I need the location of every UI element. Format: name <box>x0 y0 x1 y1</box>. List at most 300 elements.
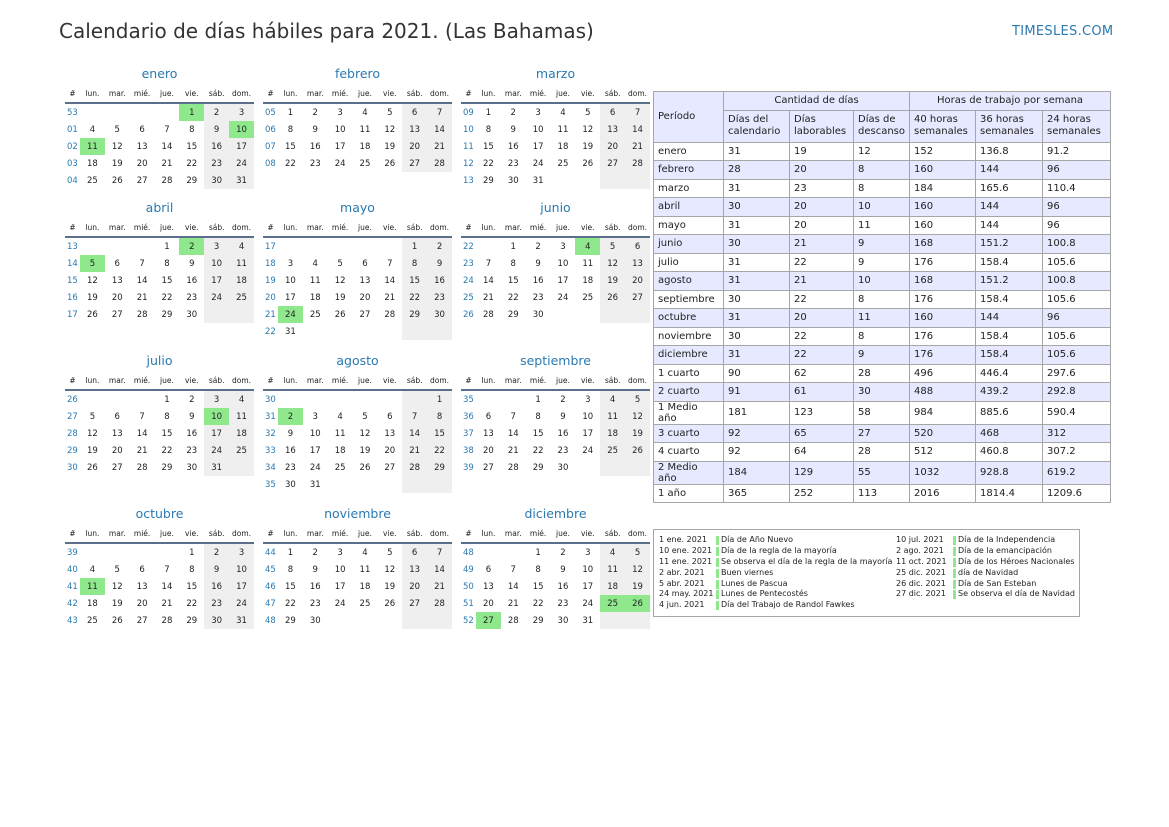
value-cell: 10 <box>854 272 910 291</box>
value-cell: 152 <box>910 142 976 161</box>
weekend-day-cell: 3 <box>229 543 254 561</box>
value-cell: 2016 <box>910 484 976 503</box>
week-row <box>461 237 650 255</box>
day-cell <box>328 323 353 340</box>
day-cell: 21 <box>136 445 148 456</box>
value-cell: 28 <box>854 364 910 383</box>
value-cell: 31 <box>724 253 790 272</box>
value-cell: 160 <box>910 309 976 328</box>
day-cell <box>501 390 526 408</box>
day-cell: 11 <box>309 275 321 286</box>
value-cell: 28 <box>724 161 790 180</box>
day-cell: 21 <box>483 292 494 303</box>
week-row <box>461 121 650 138</box>
value-cell: 158.4 <box>976 346 1043 365</box>
week-number: 13 <box>67 241 78 252</box>
holiday-date: 4 jun. 2021 <box>659 600 705 610</box>
value-cell: 176 <box>910 290 976 309</box>
day-cell: 30 <box>507 175 519 186</box>
day-cell: 15 <box>507 275 519 286</box>
weekday-header: jue. <box>353 524 378 543</box>
day-cell: 24 <box>334 598 346 609</box>
weekday-header: jue. <box>155 84 180 103</box>
day-cell: 14 <box>507 428 519 439</box>
summary-row <box>654 443 1111 462</box>
weekend-day-cell: 3 <box>229 103 254 121</box>
holiday-color-marker <box>716 569 719 578</box>
weekday-header: mar. <box>501 524 526 543</box>
weekend-day-cell: 24 <box>204 289 229 306</box>
day-cell <box>130 390 155 408</box>
week-row <box>65 121 254 138</box>
weekday-header: vie. <box>377 371 402 390</box>
week-number: 22 <box>463 241 474 252</box>
week-number: 02 <box>67 141 78 152</box>
week-row <box>263 103 452 121</box>
day-cell: 11 <box>557 124 569 135</box>
day-cell: 29 <box>507 309 519 320</box>
weekend-day-cell: 14 <box>625 121 650 138</box>
day-cell: 12 <box>359 428 371 439</box>
weekday-header: jue. <box>155 371 180 390</box>
value-cell: 61 <box>790 383 854 402</box>
week-number: 23 <box>463 258 474 269</box>
day-cell: 4 <box>362 547 368 558</box>
week-row <box>461 155 650 172</box>
day-cell: 8 <box>189 564 195 575</box>
day-cell: 30 <box>285 479 296 490</box>
weekday-header: dom. <box>625 371 650 390</box>
period-cell: mayo <box>654 216 724 235</box>
value-cell: 20 <box>790 161 854 180</box>
weekend-day-cell: 2 <box>204 103 229 121</box>
week-number-header: # <box>461 84 476 103</box>
week-number: 05 <box>265 107 276 118</box>
day-cell: 2 <box>560 547 566 558</box>
value-cell: 184 <box>724 461 790 484</box>
day-cell: 12 <box>111 141 123 152</box>
week-number-header: # <box>65 524 80 543</box>
holiday-day-cell: 10 <box>204 408 229 425</box>
value-cell: 22 <box>790 290 854 309</box>
holiday-color-marker <box>953 590 956 599</box>
weekend-day-cell: 27 <box>600 155 625 172</box>
week-number: 35 <box>463 394 474 405</box>
week-number: 17 <box>265 241 276 252</box>
day-cell: 23 <box>507 158 519 169</box>
holiday-name: Buen viernes <box>721 567 774 577</box>
weekend-day-cell: 4 <box>229 390 254 408</box>
value-cell: 9 <box>854 253 910 272</box>
value-cell: 21 <box>790 235 854 254</box>
period-header: Período <box>654 92 724 143</box>
day-cell: 26 <box>384 598 396 609</box>
weekday-header: vie. <box>575 524 600 543</box>
value-cell: 439.2 <box>976 383 1043 402</box>
month-calendar <box>65 198 254 323</box>
day-cell <box>377 476 402 493</box>
value-cell: 365 <box>724 484 790 503</box>
weekday-header: sáb. <box>402 524 427 543</box>
day-cell: 23 <box>285 462 296 473</box>
day-cell: 20 <box>483 598 494 609</box>
day-cell: 11 <box>359 564 371 575</box>
weekday-header: vie. <box>179 218 204 237</box>
week-number: 14 <box>67 258 78 269</box>
week-number: 50 <box>463 581 474 592</box>
day-cell <box>105 103 130 121</box>
day-cell: 24 <box>309 462 321 473</box>
weekday-header: mié. <box>526 84 551 103</box>
period-cell: febrero <box>654 161 724 180</box>
day-cell: 3 <box>535 107 541 118</box>
period-cell: noviembre <box>654 327 724 346</box>
day-cell: 8 <box>287 124 294 135</box>
day-cell: 30 <box>186 462 198 473</box>
value-cell: 91 <box>724 383 790 402</box>
day-cell: 27 <box>111 309 123 320</box>
period-cell: enero <box>654 142 724 161</box>
week-number: 08 <box>265 158 276 169</box>
day-cell: 24 <box>334 158 346 169</box>
day-cell: 22 <box>161 445 173 456</box>
weekday-header: jue. <box>353 84 378 103</box>
weekend-day-cell: 24 <box>204 442 229 459</box>
day-cell: 25 <box>359 158 371 169</box>
day-cell: 3 <box>312 411 318 422</box>
day-cell: 9 <box>287 428 294 439</box>
summary-row <box>654 290 1111 309</box>
value-cell: 165.6 <box>976 179 1043 198</box>
holiday-date: 10 ene. 2021 <box>659 545 713 555</box>
week-number: 53 <box>67 107 78 118</box>
weekend-day-cell: 18 <box>600 578 625 595</box>
week-row <box>263 408 452 425</box>
weekday-header: vie. <box>575 84 600 103</box>
day-cell: 24 <box>532 158 544 169</box>
value-cell: 984 <box>910 401 976 424</box>
value-cell: 168 <box>910 235 976 254</box>
holiday-day-cell: 26 <box>625 595 650 612</box>
weekend-day-cell: 15 <box>427 425 452 442</box>
month-calendar <box>461 64 650 189</box>
day-cell: 20 <box>483 445 494 456</box>
week-number: 44 <box>265 547 276 558</box>
weekend-day-cell: 9 <box>204 121 229 138</box>
value-cell: 1209.6 <box>1043 484 1111 503</box>
week-row <box>65 390 254 408</box>
day-cell: 6 <box>114 411 120 422</box>
weekday-header: vie. <box>377 84 402 103</box>
day-cell: 26 <box>582 158 594 169</box>
day-cell: 5 <box>114 124 120 135</box>
week-row <box>65 612 254 629</box>
day-cell: 14 <box>384 275 396 286</box>
value-cell: 31 <box>724 216 790 235</box>
day-cell <box>278 237 303 255</box>
day-cell: 18 <box>334 445 346 456</box>
week-number-header: # <box>263 218 278 237</box>
month-name: mayo <box>340 200 375 215</box>
weekday-header: dom. <box>229 524 254 543</box>
site-brand-link[interactable]: TIMESLES.COM <box>1012 24 1114 39</box>
day-cell: 10 <box>334 564 346 575</box>
weekend-day-cell <box>229 306 254 323</box>
day-cell <box>303 390 328 408</box>
holiday-name: Lunes de Pentecostés <box>721 589 808 599</box>
day-cell: 19 <box>87 445 98 456</box>
summary-row <box>654 198 1111 217</box>
week-number: 34 <box>265 462 276 473</box>
work-days-summary-table <box>653 91 1111 503</box>
holiday-day-cell: 11 <box>80 138 105 155</box>
week-row <box>263 543 452 561</box>
week-number: 30 <box>265 394 276 405</box>
day-cell: 6 <box>387 411 393 422</box>
day-cell: 25 <box>334 462 346 473</box>
week-row <box>263 390 452 408</box>
weekend-day-cell: 31 <box>229 172 254 189</box>
day-cell: 28 <box>483 309 494 320</box>
day-cell: 6 <box>139 124 145 135</box>
value-cell: 158.4 <box>976 253 1043 272</box>
value-cell: 28 <box>854 443 910 462</box>
value-cell: 64 <box>790 443 854 462</box>
week-row <box>263 595 452 612</box>
month-name: febrero <box>334 66 381 81</box>
weekend-day-cell: 31 <box>204 459 229 476</box>
week-row <box>65 595 254 612</box>
value-cell: 160 <box>910 216 976 235</box>
day-cell: 27 <box>483 462 494 473</box>
weekend-day-cell: 31 <box>229 612 254 629</box>
week-row <box>65 442 254 459</box>
month-grid <box>461 218 650 323</box>
week-number: 41 <box>67 581 78 592</box>
day-cell: 31 <box>309 479 321 490</box>
weekday-header: mar. <box>501 84 526 103</box>
weekend-day-cell: 29 <box>427 459 452 476</box>
day-cell: 26 <box>87 462 98 473</box>
holiday-color-marker <box>716 590 719 599</box>
week-row <box>461 612 650 629</box>
week-number: 32 <box>265 428 276 439</box>
day-cell: 22 <box>186 598 198 609</box>
value-cell: 460.8 <box>976 443 1043 462</box>
day-cell: 6 <box>139 564 145 575</box>
weekend-day-cell: 3 <box>204 390 229 408</box>
value-cell: 22 <box>790 346 854 365</box>
month-grid <box>461 524 650 629</box>
day-cell <box>105 543 130 561</box>
holiday-color-marker <box>953 547 956 556</box>
week-row <box>263 578 452 595</box>
week-row <box>263 138 452 155</box>
weekend-day-cell: 25 <box>229 289 254 306</box>
month-name: octubre <box>135 506 184 521</box>
weekday-header: mié. <box>328 84 353 103</box>
week-number: 13 <box>463 175 474 186</box>
weekday-header: jue. <box>353 218 378 237</box>
day-cell: 24 <box>582 598 594 609</box>
day-cell: 28 <box>161 175 173 186</box>
holiday-date: 2 abr. 2021 <box>659 567 705 577</box>
summary-row <box>654 383 1111 402</box>
day-cell <box>353 612 378 629</box>
value-cell: 100.8 <box>1043 272 1111 291</box>
day-cell: 5 <box>114 564 120 575</box>
value-cell: 885.6 <box>976 401 1043 424</box>
day-cell: 7 <box>387 258 393 269</box>
month-name: agosto <box>336 353 379 368</box>
holiday-name: Se observa el día de la regla de la mayoría <box>721 556 893 566</box>
week-row <box>461 543 650 561</box>
holiday-color-marker <box>716 536 719 545</box>
weekday-header: jue. <box>155 524 180 543</box>
month-name: julio <box>146 353 173 368</box>
weekend-day-cell <box>204 306 229 323</box>
week-row <box>65 289 254 306</box>
holiday-date: 10 jul. 2021 <box>896 535 944 544</box>
week-number: 35 <box>265 479 276 490</box>
day-cell: 25 <box>359 598 371 609</box>
day-cell: 17 <box>557 275 569 286</box>
weekday-header: mié. <box>328 371 353 390</box>
day-cell: 1 <box>287 107 294 118</box>
weekday-header: dom. <box>427 524 452 543</box>
summary-row <box>654 253 1111 272</box>
day-cell <box>328 237 353 255</box>
holiday-date: 27 dic. 2021 <box>896 589 946 599</box>
day-cell <box>575 172 600 189</box>
weekend-day-cell: 28 <box>402 459 427 476</box>
weekday-header: dom. <box>625 218 650 237</box>
value-cell: 446.4 <box>976 364 1043 383</box>
day-cell: 9 <box>312 564 318 575</box>
day-cell: 29 <box>161 309 173 320</box>
week-row <box>461 408 650 425</box>
day-cell: 30 <box>557 615 569 626</box>
weekend-day-cell: 17 <box>229 138 254 155</box>
weekday-header: lun. <box>476 218 501 237</box>
week-number: 30 <box>67 462 78 473</box>
week-row <box>461 390 650 408</box>
day-cell: 23 <box>186 445 198 456</box>
day-cell: 9 <box>189 258 195 269</box>
week-number: 19 <box>265 275 276 286</box>
weekend-day-cell: 14 <box>402 425 427 442</box>
day-cell: 26 <box>111 175 123 186</box>
week-number: 01 <box>67 124 78 135</box>
month-calendar <box>263 64 452 172</box>
day-cell: 27 <box>384 462 396 473</box>
week-row <box>263 255 452 272</box>
hours-36-header: 36 horas semanales <box>976 110 1043 142</box>
day-cell: 9 <box>510 124 516 135</box>
value-cell: 160 <box>910 161 976 180</box>
month-name: junio <box>540 200 571 215</box>
summary-row <box>654 327 1111 346</box>
day-cell: 29 <box>186 615 198 626</box>
weekend-day-cell: 27 <box>402 595 427 612</box>
hours-24-header: 24 horas semanales <box>1043 110 1111 142</box>
day-cell: 8 <box>164 411 170 422</box>
week-number: 18 <box>265 258 276 269</box>
day-cell: 18 <box>582 275 594 286</box>
day-cell: 6 <box>485 411 492 422</box>
week-row <box>263 425 452 442</box>
day-cell: 7 <box>164 564 170 575</box>
weekday-header: mar. <box>105 371 130 390</box>
day-cell: 9 <box>312 124 318 135</box>
holiday-day-cell: 1 <box>179 103 204 121</box>
weekend-day-cell: 25 <box>600 442 625 459</box>
week-row <box>65 459 254 476</box>
value-cell: 8 <box>854 327 910 346</box>
day-cell <box>353 323 378 340</box>
weekend-day-cell: 21 <box>427 138 452 155</box>
value-cell: 30 <box>724 198 790 217</box>
weekend-day-cell: 30 <box>204 612 229 629</box>
weekend-day-cell <box>600 306 625 323</box>
week-number: 49 <box>463 564 474 575</box>
week-row <box>263 561 452 578</box>
day-cell: 2 <box>510 107 516 118</box>
month-name: enero <box>141 66 178 81</box>
week-number: 03 <box>67 158 78 169</box>
weekday-header: mié. <box>130 524 155 543</box>
weekend-day-cell: 4 <box>229 237 254 255</box>
month-calendar <box>461 351 650 476</box>
value-cell: 512 <box>910 443 976 462</box>
day-cell: 18 <box>359 141 371 152</box>
summary-row <box>654 309 1111 328</box>
weekend-day-cell: 1 <box>402 237 427 255</box>
weekend-day-cell: 3 <box>204 237 229 255</box>
value-cell: 20 <box>790 216 854 235</box>
weekday-header: sáb. <box>402 84 427 103</box>
weekend-day-cell <box>427 476 452 493</box>
month-grid <box>263 218 452 340</box>
summary-row <box>654 484 1111 503</box>
weekday-header: vie. <box>575 218 600 237</box>
value-cell: 19 <box>790 142 854 161</box>
value-cell: 92 <box>724 424 790 443</box>
day-cell: 4 <box>312 258 318 269</box>
period-cell: agosto <box>654 272 724 291</box>
day-cell: 5 <box>337 258 343 269</box>
value-cell: 168 <box>910 272 976 291</box>
value-cell: 176 <box>910 346 976 365</box>
value-cell: 496 <box>910 364 976 383</box>
day-cell: 10 <box>582 564 594 575</box>
week-row <box>65 237 254 255</box>
value-cell: 11 <box>854 216 910 235</box>
month-grid <box>263 524 452 629</box>
week-number-header: # <box>65 371 80 390</box>
day-cell: 1 <box>287 547 294 558</box>
value-cell: 100.8 <box>1043 235 1111 254</box>
value-cell: 22 <box>790 253 854 272</box>
weekday-header: lun. <box>80 524 105 543</box>
day-cell: 27 <box>359 309 371 320</box>
value-cell: 184 <box>910 179 976 198</box>
day-cell: 14 <box>136 275 148 286</box>
value-cell: 307.2 <box>1043 443 1111 462</box>
day-cell: 2 <box>535 241 541 252</box>
day-cell: 20 <box>359 292 371 303</box>
day-cell: 8 <box>510 258 516 269</box>
